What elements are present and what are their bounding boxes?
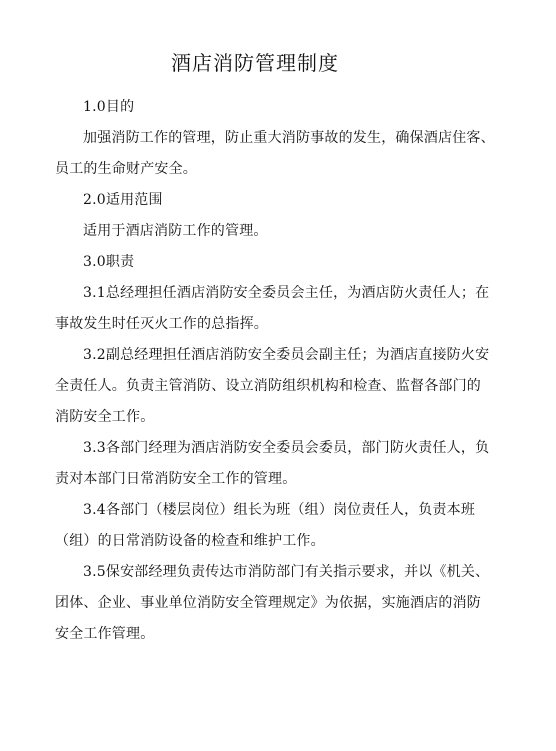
document-title: 酒店消防管理制度 [171, 51, 339, 75]
paragraph-3-4: 3.4各部门（楼层岗位）组长为班（组）岗位责任人，负责本班（组）的日常消防设备的检查和维护工作。 [55, 502, 476, 549]
paragraph-3-2: 3.2副总经理担任酒店消防安全委员会副主任；为酒店直接防火安全责任人。负责主管消防、设立消防组织机构和检查、监督各部门的消防安全工作。 [55, 347, 490, 425]
paragraph-3-5: 3.5保安部经理负责传达市消防部门有关指示要求，并以《机关、团体、企业、事业单位消防安全管理规定》为依据，实施酒店的消防安全工作管理。 [55, 564, 490, 642]
section-heading-responsibilities: 3.0职责 [83, 254, 135, 270]
section-heading-purpose: 1.0目的 [83, 99, 135, 115]
document-body [55, 92, 495, 650]
paragraph-3-3: 3.3各部门经理为酒店消防安全委员会委员，部门防火责任人，负责对本部门日常消防安全工作的管理。 [55, 440, 490, 487]
paragraph-3-1: 3.1总经理担任酒店消防安全委员会主任，为酒店防火责任人；在事故发生时任灭火工作的总指挥。 [55, 285, 490, 332]
paragraph-scope: 适用于酒店消防工作的管理。 [83, 223, 268, 239]
section-heading-scope: 2.0适用范围 [83, 192, 163, 208]
paragraph-purpose: 加强消防工作的管理，防止重大消防事故的发生，确保酒店住客、员工的生命财产安全。 [55, 130, 495, 177]
